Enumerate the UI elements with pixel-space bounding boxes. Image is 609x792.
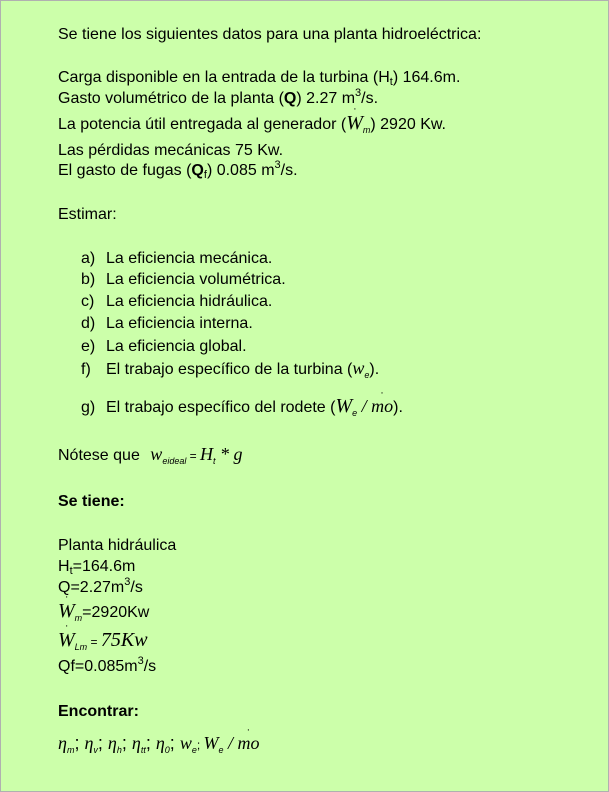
task-item-f: [81, 358, 379, 385]
task-item-e: [81, 337, 247, 357]
given-wlm: [58, 630, 148, 657]
q-value: Q=2.27m: [58, 579, 125, 596]
enc-w-sub: e: [191, 745, 197, 755]
task-g-sub: e: [352, 408, 358, 418]
task-item-a: [81, 249, 272, 269]
enc-slash: /: [223, 733, 238, 753]
carga-sub: t: [389, 76, 393, 88]
task-text: La eficiencia global.: [106, 338, 247, 355]
gasto-symbol: Q: [283, 90, 297, 107]
eta-tt-sub: tt: [140, 745, 146, 755]
sep: ;: [145, 733, 156, 753]
notese-w: w: [150, 444, 163, 464]
potencia-value: ) 2920 Kw.: [370, 116, 446, 133]
task-item-b: [81, 270, 286, 290]
task-text: La eficiencia mecánica.: [106, 250, 273, 267]
sep: ;: [121, 733, 132, 753]
task-text: El trabajo específico del rodete (: [106, 399, 336, 416]
task-text: El trabajo específico de la turbina (: [106, 361, 353, 378]
task-label: c): [81, 293, 95, 310]
gasto-value: ) 2.27 m: [296, 90, 356, 107]
given-ht: [58, 557, 135, 577]
encontrar-heading: Encontrar:: [58, 703, 139, 720]
enc-w: w: [179, 733, 192, 753]
task-g-mo: ˙ mo: [371, 396, 393, 416]
task-g-symbol: W: [335, 395, 353, 417]
wm-sub: m: [74, 613, 83, 623]
task-label: g): [81, 399, 96, 416]
potencia-symbol: ˙ W: [346, 112, 363, 134]
ht-sub: t: [69, 565, 73, 577]
task-label: b): [81, 271, 96, 288]
task-f-symbol: w: [352, 358, 365, 378]
wlm-value: 75Kw: [100, 629, 148, 651]
notese-h: H: [200, 444, 214, 464]
ht-symbol: H: [58, 558, 70, 575]
sep: ;: [169, 733, 180, 753]
wlm-symbol: ˙ W: [58, 629, 75, 651]
task-item-g: [81, 396, 403, 423]
carga-value: ) 164.6m.: [392, 69, 461, 86]
carga-text: Carga disponible en la entrada de la turbina (H: [58, 69, 390, 86]
carga-line: [58, 68, 460, 88]
task-text: La eficiencia volumétrica.: [106, 271, 286, 288]
encontrar-formula: [58, 733, 260, 760]
eta-h: η: [107, 733, 117, 753]
task-f-sub: e: [364, 370, 370, 380]
task-text: La eficiencia hidráulica.: [106, 293, 273, 310]
task-label: a): [81, 250, 96, 267]
eta-m-sub: m: [66, 745, 75, 755]
potencia-sub: m: [362, 125, 371, 135]
wm-symbol: ˙ W: [58, 600, 75, 622]
fugas-unit: /s.: [280, 162, 298, 179]
sep: ;: [74, 733, 85, 753]
given-q: [58, 578, 143, 598]
wm-value: =2920Kw: [82, 604, 150, 621]
task-item-c: [81, 292, 272, 312]
eta-h-sub: h: [116, 745, 122, 755]
intro-text: Se tiene los siguientes datos para una planta hidroeléctrica:: [58, 26, 482, 43]
wlm-eq: =: [87, 635, 101, 649]
potencia-text: La potencia útil entregada al generador (: [58, 116, 347, 133]
eta-v-sub: v: [93, 745, 98, 755]
estimar-label: Estimar:: [58, 206, 117, 223]
task-g-slash: /: [357, 396, 372, 416]
task-g-close: ).: [393, 399, 403, 416]
fugas-sup: 3: [274, 159, 281, 171]
gasto-line: [58, 89, 378, 109]
task-label: e): [81, 338, 96, 355]
notese-line: [58, 444, 243, 471]
enc-W: W: [203, 733, 219, 753]
eta-m: η: [58, 733, 67, 753]
q-sup: 3: [124, 576, 131, 588]
given-wm: [58, 601, 149, 628]
given-qf: [58, 657, 156, 677]
q-unit: /s: [130, 579, 143, 596]
eta-v: η: [84, 733, 94, 753]
enc-W-sub: e: [218, 745, 224, 755]
task-label: d): [81, 315, 96, 332]
notese-hsub: t: [213, 456, 216, 466]
enc-mo: ˙ mo: [238, 733, 260, 753]
eta-tt: η: [131, 733, 141, 753]
eta-0: η: [155, 733, 165, 753]
ht-value: =164.6m: [72, 558, 136, 575]
sep: ;: [196, 738, 204, 752]
task-label: f): [81, 361, 91, 378]
notese-sub: eideal: [162, 456, 187, 466]
perdidas-line: Las pérdidas mecánicas 75 Kw.: [58, 142, 284, 159]
qf-value: Qf=0.085m: [58, 658, 138, 675]
qf-sup: 3: [137, 655, 144, 667]
se-tiene-heading: Se tiene:: [58, 493, 125, 510]
fugas-symbol: Q: [191, 162, 204, 179]
notese-eq: =: [186, 449, 201, 463]
task-f-close: ).: [369, 361, 380, 378]
fugas-line: [58, 161, 298, 181]
fugas-text: El gasto de fugas (: [58, 162, 192, 179]
task-item-d: [81, 314, 253, 334]
gasto-text: Gasto volumétrico de la planta (: [58, 90, 284, 107]
gasto-sup: 3: [355, 87, 362, 99]
gasto-unit: /s.: [361, 90, 379, 107]
qf-unit: /s: [143, 658, 157, 675]
fugas-value: ) 0.085 m: [206, 162, 275, 179]
planta-label: Planta hidráulica: [58, 537, 177, 554]
fugas-sub: f: [203, 169, 207, 181]
notese-rest: * g: [215, 444, 243, 464]
wlm-sub: Lm: [74, 642, 88, 652]
eta-0-sub: 0: [164, 745, 170, 755]
notese-label: Nótese que: [58, 447, 140, 464]
task-text: La eficiencia interna.: [106, 315, 253, 332]
potencia-line: [58, 113, 446, 140]
sep: ;: [97, 733, 108, 753]
